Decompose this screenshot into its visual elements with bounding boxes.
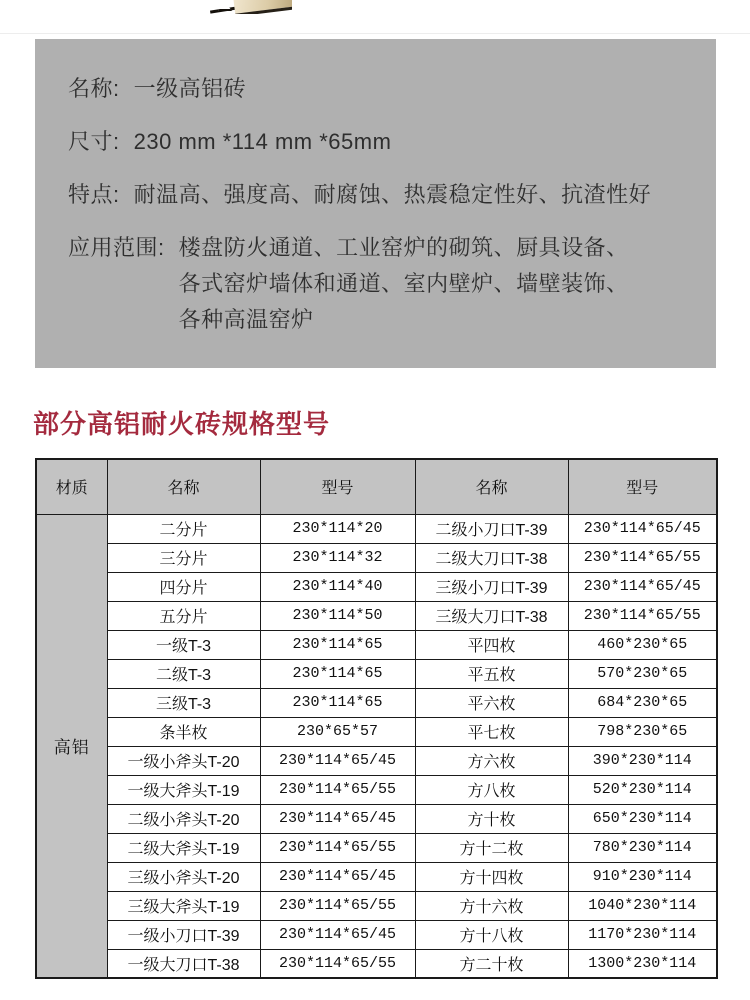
brick-name-cell: 二级T-3 xyxy=(107,659,260,688)
table-row xyxy=(36,862,717,891)
brick-name-cell: 条半枚 xyxy=(107,717,260,746)
brick-name-cell: 四分片 xyxy=(107,572,260,601)
table-row xyxy=(36,949,717,978)
brick-model-cell: 390*230*114 xyxy=(568,746,717,775)
table-row xyxy=(36,630,717,659)
brick-name-cell: 平五枚 xyxy=(415,659,568,688)
brick-model-cell: 798*230*65 xyxy=(568,717,717,746)
product-photo-fragment xyxy=(208,0,292,14)
brick-name-cell: 二级大刀口T-38 xyxy=(415,543,568,572)
brick-name-cell: 二级小刀口T-39 xyxy=(415,514,568,543)
brick-model-cell: 1300*230*114 xyxy=(568,949,717,978)
field-size-value: 230 mm *114 mm *65mm xyxy=(133,129,392,154)
spec-table-body xyxy=(36,514,717,978)
brick-model-cell: 650*230*114 xyxy=(568,804,717,833)
table-row xyxy=(36,891,717,920)
table-row xyxy=(36,920,717,949)
header-name-left: 名称 xyxy=(107,459,260,514)
brick-name-cell: 三级T-3 xyxy=(107,688,260,717)
brick-name-cell: 一级T-3 xyxy=(107,630,260,659)
brick-model-cell: 230*114*20 xyxy=(260,514,415,543)
brick-model-cell: 780*230*114 xyxy=(568,833,717,862)
brick-model-cell: 230*114*40 xyxy=(260,572,415,601)
brick-model-cell: 230*114*65/55 xyxy=(260,891,415,920)
brick-model-cell: 230*114*32 xyxy=(260,543,415,572)
brick-model-cell: 1170*230*114 xyxy=(568,920,717,949)
brick-model-cell: 230*114*65/55 xyxy=(260,833,415,862)
brick-name-cell: 二分片 xyxy=(107,514,260,543)
table-row xyxy=(36,543,717,572)
brick-name-cell: 三级大斧头T-19 xyxy=(107,891,260,920)
brick-model-cell: 230*114*65 xyxy=(260,688,415,717)
brick-model-cell: 230*114*50 xyxy=(260,601,415,630)
brick-name-cell: 一级小刀口T-39 xyxy=(107,920,260,949)
applications-line-1: 楼盘防火通道、工业窑炉的砌筑、厨具设备、 xyxy=(178,235,629,260)
header-material: 材质 xyxy=(36,459,107,514)
field-features-value: 耐温高、强度高、耐腐蚀、热震稳定性好、抗渣性好 xyxy=(133,182,652,207)
field-name xyxy=(68,71,694,107)
table-row xyxy=(36,688,717,717)
brick-name-cell: 二级大斧头T-19 xyxy=(107,833,260,862)
brick-name-cell: 三级大刀口T-38 xyxy=(415,601,568,630)
brick-model-cell: 1040*230*114 xyxy=(568,891,717,920)
applications-line-2: 各式窑炉墙体和通道、室内壁炉、墙壁装饰、 xyxy=(178,271,629,296)
product-info-card xyxy=(35,39,716,368)
brick-name-cell: 方十六枚 xyxy=(415,891,568,920)
field-name-label: 名称: xyxy=(68,76,120,101)
table-row xyxy=(36,717,717,746)
brick-model-cell: 230*114*65/45 xyxy=(260,746,415,775)
table-row xyxy=(36,804,717,833)
brick-name-cell: 方八枚 xyxy=(415,775,568,804)
table-row xyxy=(36,775,717,804)
header-name-right: 名称 xyxy=(415,459,568,514)
brick-name-cell: 平六枚 xyxy=(415,688,568,717)
field-size-label: 尺寸: xyxy=(68,129,120,154)
brick-model-cell: 910*230*114 xyxy=(568,862,717,891)
brick-model-cell: 230*114*65/55 xyxy=(260,949,415,978)
brick-name-cell: 方十八枚 xyxy=(415,920,568,949)
spec-table xyxy=(35,458,718,979)
material-cell: 高铝 xyxy=(36,514,107,978)
header-model-right: 型号 xyxy=(568,459,717,514)
table-row xyxy=(36,833,717,862)
brick-name-cell: 平七枚 xyxy=(415,717,568,746)
section-title: 部分高铝耐火砖规格型号 xyxy=(33,409,331,439)
brick-model-cell: 570*230*65 xyxy=(568,659,717,688)
header-model-left: 型号 xyxy=(260,459,415,514)
brick-name-cell: 平四枚 xyxy=(415,630,568,659)
brick-name-cell: 三级小斧头T-20 xyxy=(107,862,260,891)
brick-name-cell: 方十二枚 xyxy=(415,833,568,862)
field-features xyxy=(68,177,694,213)
top-divider xyxy=(0,33,750,34)
field-applications xyxy=(68,230,694,338)
brick-model-cell: 230*114*65/45 xyxy=(260,804,415,833)
table-row xyxy=(36,514,717,543)
brick-name-cell: 一级小斧头T-20 xyxy=(107,746,260,775)
brick-model-cell: 520*230*114 xyxy=(568,775,717,804)
table-row xyxy=(36,746,717,775)
brick-name-cell: 三级小刀口T-39 xyxy=(415,572,568,601)
brick-name-cell: 一级大斧头T-19 xyxy=(107,775,260,804)
brick-model-cell: 230*114*65/45 xyxy=(568,514,717,543)
brick-name-cell: 一级大刀口T-38 xyxy=(107,949,260,978)
brick-name-cell: 三分片 xyxy=(107,543,260,572)
brick-name-cell: 方十四枚 xyxy=(415,862,568,891)
brick-name-cell: 二级小斧头T-20 xyxy=(107,804,260,833)
table-row xyxy=(36,659,717,688)
brick-model-cell: 230*65*57 xyxy=(260,717,415,746)
brick-name-cell: 方二十枚 xyxy=(415,949,568,978)
brick-photo-edge xyxy=(233,0,292,14)
brick-model-cell: 230*114*65 xyxy=(260,659,415,688)
table-header-row xyxy=(36,459,717,514)
brick-name-cell: 五分片 xyxy=(107,601,260,630)
field-name-value: 一级高铝砖 xyxy=(133,76,247,101)
brick-name-cell: 方六枚 xyxy=(415,746,568,775)
applications-line-3: 各种高温窑炉 xyxy=(178,307,314,332)
field-features-label: 特点: xyxy=(68,182,120,207)
brick-model-cell: 684*230*65 xyxy=(568,688,717,717)
field-applications-label: 应用范围: xyxy=(68,235,165,260)
brick-model-cell: 230*114*65/55 xyxy=(260,775,415,804)
brick-model-cell: 230*114*65/45 xyxy=(260,862,415,891)
brick-name-cell: 方十枚 xyxy=(415,804,568,833)
table-row xyxy=(36,572,717,601)
brick-model-cell: 230*114*65/55 xyxy=(568,543,717,572)
brick-model-cell: 230*114*65/45 xyxy=(568,572,717,601)
field-size xyxy=(68,124,694,160)
brick-model-cell: 230*114*65 xyxy=(260,630,415,659)
spec-table-container xyxy=(35,458,718,979)
table-row xyxy=(36,601,717,630)
field-applications-value xyxy=(179,230,629,338)
brick-model-cell: 460*230*65 xyxy=(568,630,717,659)
brick-model-cell: 230*114*65/45 xyxy=(260,920,415,949)
brick-model-cell: 230*114*65/55 xyxy=(568,601,717,630)
